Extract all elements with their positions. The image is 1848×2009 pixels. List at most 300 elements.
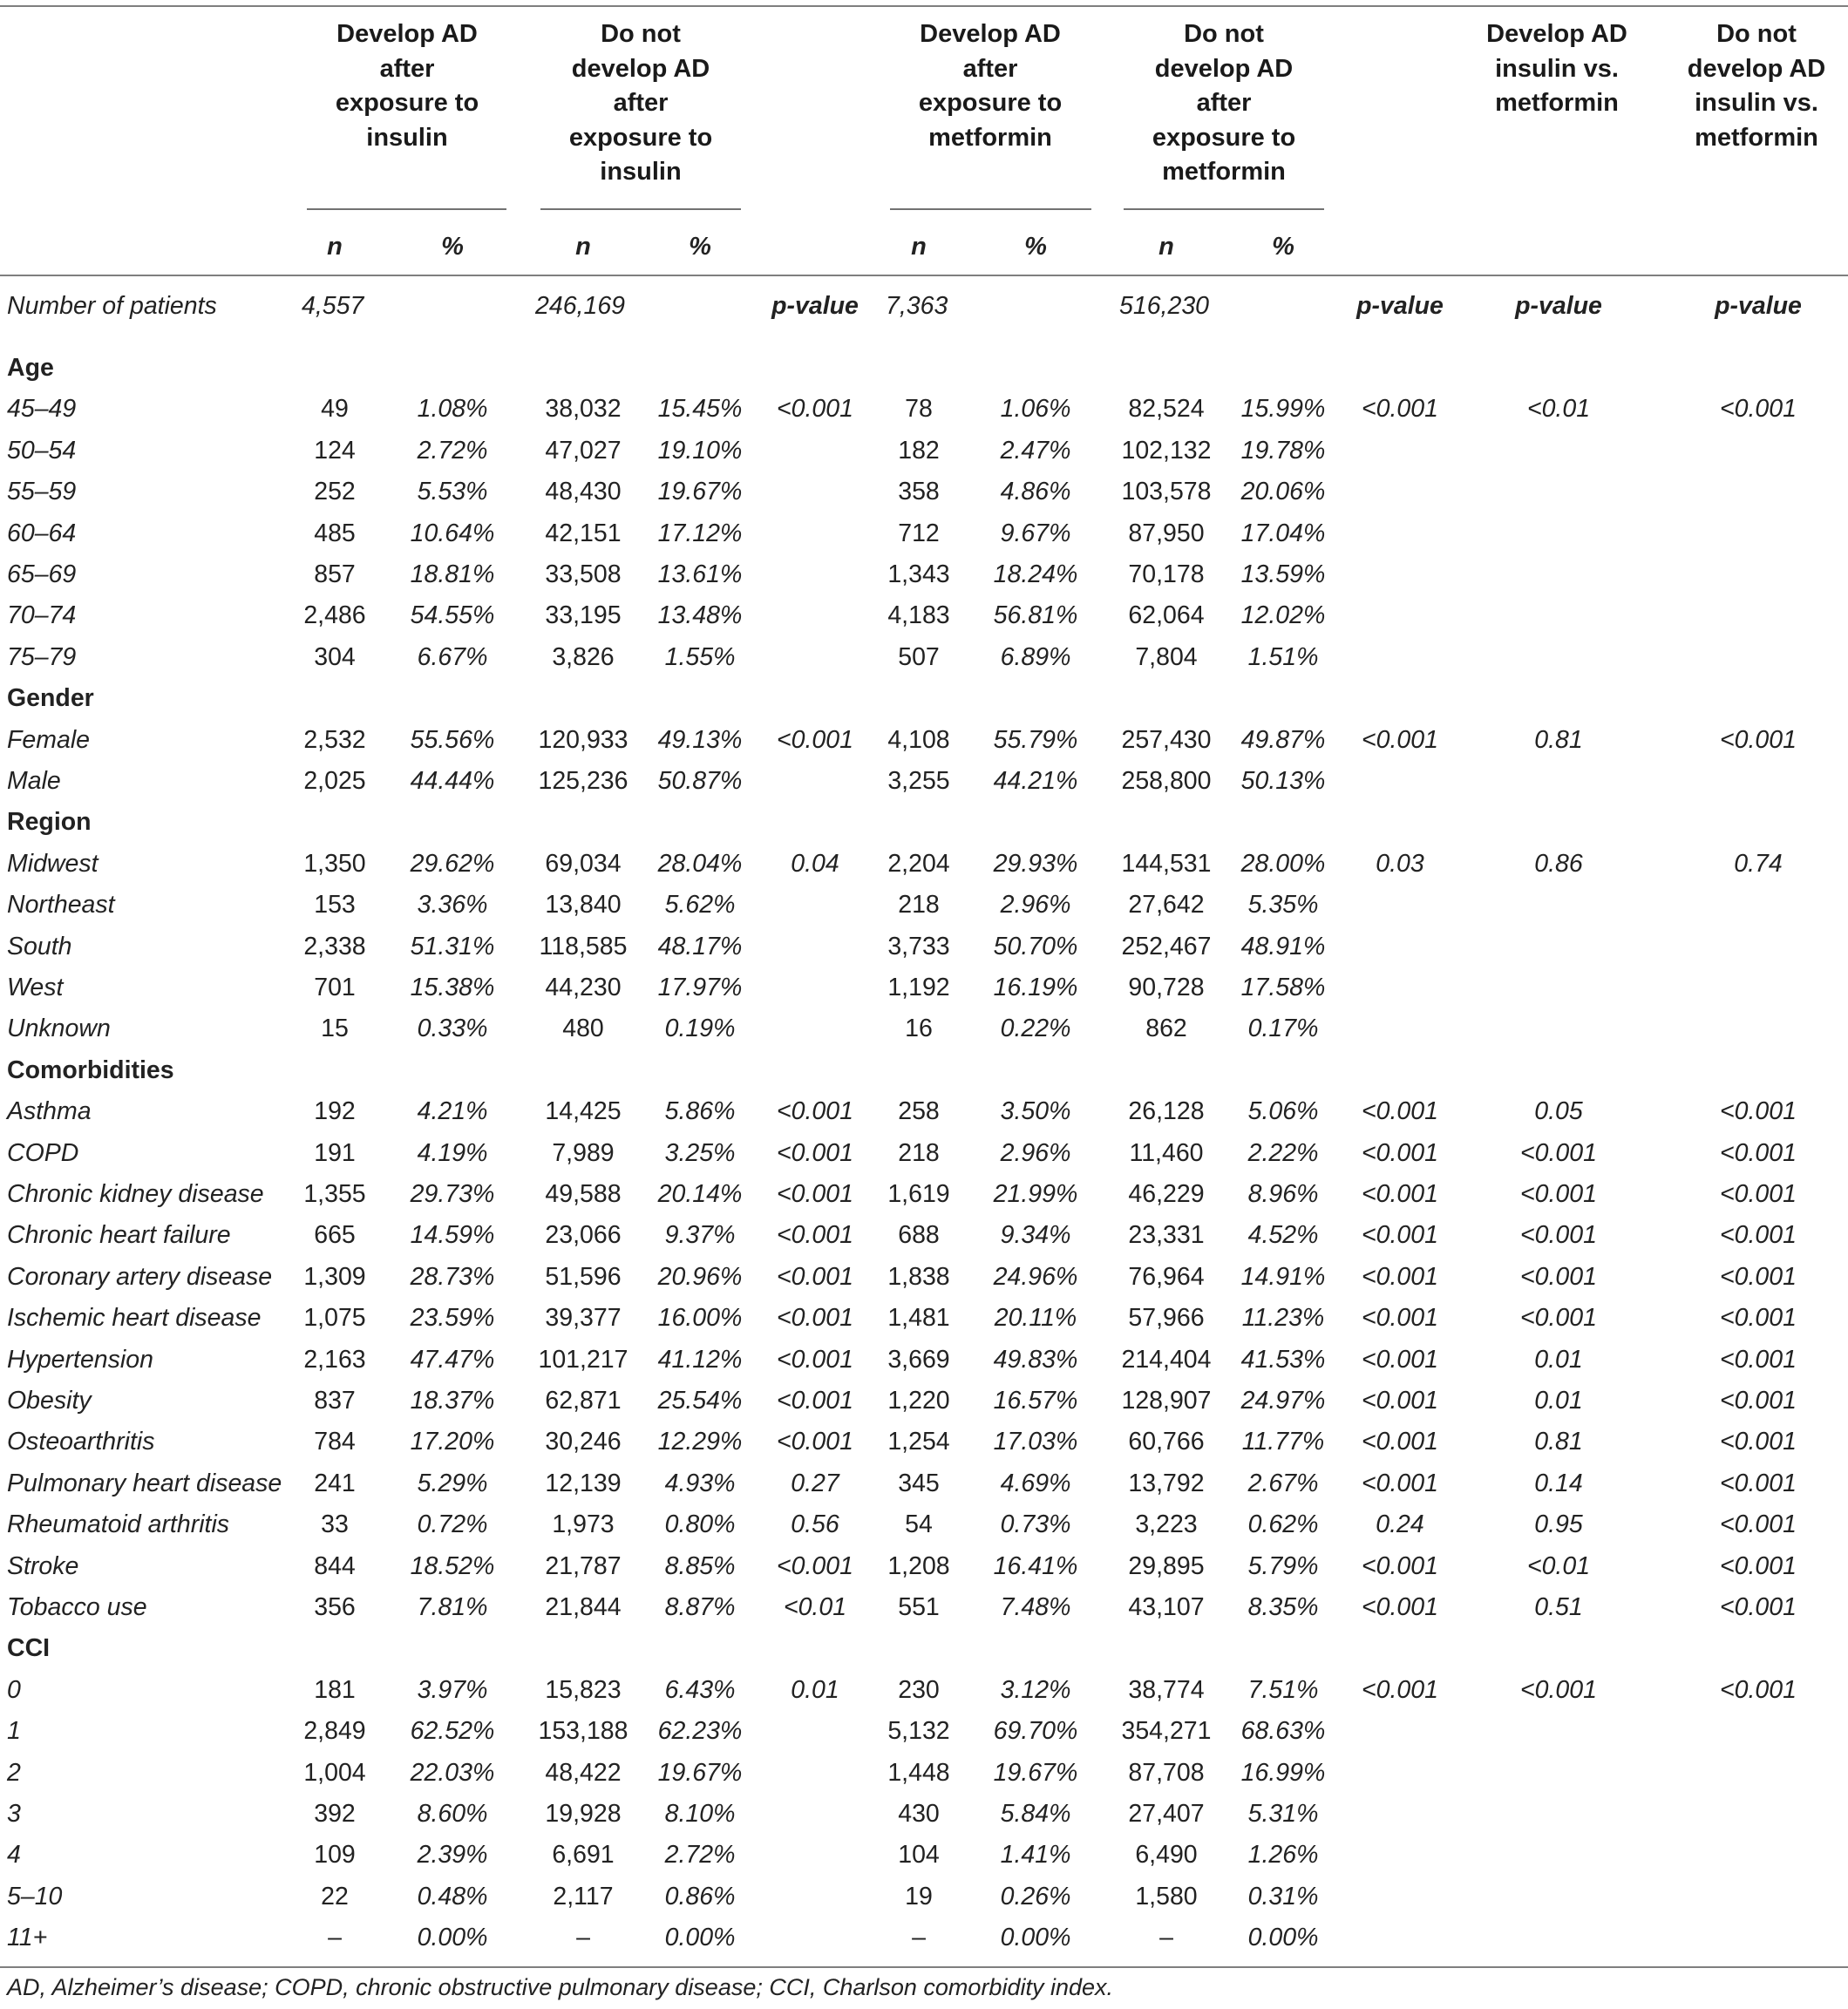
row-label: 75–79 [7,642,77,671]
cell-ins-noad-n: 21,844 [545,1593,622,1621]
cell-pvalue-metformin: <0.001 [1362,1593,1438,1621]
table-row [0,1133,1848,1174]
table-row [0,472,1848,512]
cell-pvalue-metformin: <0.001 [1362,1469,1438,1497]
cell-ins-noad-pct: 17.97% [657,974,743,1001]
cell-pvalue-insulin: <0.001 [777,1262,853,1291]
cell-pvalue-develop-ad [1471,1835,1646,1876]
cell-met-noad-n: 257,430 [1121,725,1212,754]
cell-ins-ad-pct: 7.81% [417,1593,488,1621]
cell-met-noad-n: 76,964 [1128,1262,1205,1291]
cell-ins-ad-n: 1,309 [303,1262,366,1291]
cell-ins-ad-n: 15 [321,1015,349,1043]
cell-pvalue-develop-ad [1471,1753,1646,1794]
cell-met-ad-pct: 2.96% [1000,1138,1071,1167]
cell-pvalue-no-ad: 0.74 [1734,849,1783,878]
cell-ins-noad-n: 6,691 [552,1841,615,1870]
cell-pvalue-develop-ad: 0.05 [1534,1097,1583,1126]
cell-ins-ad-pct: 29.62% [410,849,495,878]
cell-ins-noad-n: 47,027 [545,436,622,465]
cell-ins-noad-n: 33,508 [545,560,622,588]
pvalue-header: p-value [1356,292,1444,320]
cell-ins-ad-n: 1,004 [303,1758,366,1787]
table-row [0,885,1848,926]
row-label: 55–59 [7,478,77,506]
row-label: West [7,974,64,1001]
cell-ins-noad-pct: 13.48% [657,601,743,630]
cell-ins-ad-n: 1,350 [303,849,366,878]
cell-met-noad-pct: 1.26% [1247,1841,1319,1870]
cell-met-noad-pct: 5.06% [1247,1097,1319,1126]
cell-ins-ad-n: 857 [314,560,356,588]
cell-met-noad-pct: 49.87% [1240,725,1326,754]
cell-ins-noad-n: 51,596 [545,1262,622,1291]
cell-pvalue-develop-ad: <0.001 [1520,1180,1597,1208]
cell-pvalue-metformin [1313,1711,1487,1752]
row-label: 45–49 [7,395,77,424]
cell-met-ad-pct: 44.21% [993,767,1078,795]
table-row [0,1422,1848,1463]
pvalue-header: p-value [1515,292,1602,320]
row-label: Unknown [7,1015,111,1043]
table-row [0,1174,1848,1215]
cell-met-noad-n: 57,966 [1128,1304,1205,1333]
cell-met-noad-n: 23,331 [1128,1221,1205,1250]
cell-met-noad-n: 1,580 [1135,1882,1198,1911]
cell-ins-ad-pct: 55.56% [410,725,495,754]
cell-ins-ad-n: 844 [314,1551,356,1580]
footnote: AD, Alzheimer’s disease; COPD, chronic obstructive pulmonary disease; CCI, Charlson comorbidity index. [7,1974,1114,2000]
cell-pvalue-no-ad [1671,1835,1845,1876]
patients-met-noad: 516,230 [1119,292,1210,320]
cell-ins-noad-n: 12,139 [545,1469,622,1497]
table-row [0,967,1848,1008]
cell-pvalue-develop-ad: 0.01 [1534,1345,1583,1374]
cell-pvalue-develop-ad: 0.81 [1534,1428,1583,1456]
subheader-pct: % [1272,233,1294,261]
cell-met-ad-n: 2,204 [887,849,950,878]
cell-pvalue-insulin: <0.001 [777,1551,853,1580]
cell-ins-ad-pct: 22.03% [410,1758,495,1787]
cell-met-noad-n: 862 [1145,1015,1187,1043]
cell-pvalue-insulin: 0.27 [791,1469,839,1497]
table-row [0,389,1848,430]
cell-ins-noad-n: 42,151 [545,519,622,547]
table-row [0,1215,1848,1256]
section-label: Region [7,808,92,837]
cell-ins-ad-n: 241 [314,1469,356,1497]
cell-ins-ad-pct: 54.55% [410,601,495,630]
table-row [0,1381,1848,1422]
cell-pvalue-no-ad [1671,1794,1845,1835]
cell-met-ad-n: 345 [898,1469,940,1497]
table-row [0,844,1848,885]
cell-met-noad-n: 46,229 [1128,1180,1205,1208]
cell-met-ad-pct: 2.96% [1000,891,1071,920]
cell-met-noad-n: 252,467 [1121,932,1212,960]
cell-ins-noad-pct: 20.96% [657,1262,743,1291]
subheader-n: n [911,233,927,261]
cell-pvalue-metformin [1313,885,1487,926]
table-row [0,1670,1848,1711]
cell-pvalue-no-ad: <0.001 [1720,1469,1797,1497]
cell-met-ad-n: 688 [898,1221,940,1250]
cell-ins-noad-n: 23,066 [545,1221,622,1250]
cell-met-noad-pct: 17.58% [1240,974,1326,1001]
cell-pvalue-metformin: 0.24 [1376,1510,1424,1539]
cell-ins-ad-n: 784 [314,1428,356,1456]
cell-ins-ad-pct: 0.00% [417,1924,488,1952]
cell-pvalue-metformin: <0.001 [1362,1262,1438,1291]
section-label: Comorbidities [7,1055,174,1084]
table-row [0,1917,1848,1958]
cell-pvalue-develop-ad: 0.95 [1534,1510,1583,1539]
cell-met-ad-pct: 3.50% [1000,1097,1071,1126]
table-row [0,554,1848,595]
cell-pvalue-metformin [1313,1008,1487,1049]
cell-met-noad-n: 26,128 [1128,1097,1205,1126]
cell-met-ad-n: 3,255 [887,767,950,795]
cell-ins-noad-pct: 8.10% [664,1800,736,1828]
table-row [0,926,1848,967]
cell-met-noad-pct: 5.79% [1247,1551,1319,1580]
cell-met-noad-n: 102,132 [1121,436,1212,465]
cell-met-noad-n: 6,490 [1135,1841,1198,1870]
cell-pvalue-metformin: <0.001 [1362,1675,1438,1704]
row-label: Hypertension [7,1345,153,1374]
cell-ins-noad-n: 13,840 [545,891,622,920]
section-label: CCI [7,1634,51,1663]
cell-met-noad-pct: 13.59% [1240,560,1326,588]
cell-met-ad-pct: 24.96% [993,1262,1078,1291]
cell-ins-ad-n: 109 [314,1841,356,1870]
cell-pvalue-no-ad [1671,1008,1845,1049]
cell-pvalue-no-ad [1671,967,1845,1008]
header-no-ad-insulin: Do not develop AD after exposure to insulin [568,20,713,186]
cell-ins-ad-n: 2,338 [303,932,366,960]
cell-pvalue-metformin [1313,472,1487,512]
cell-met-ad-n: 430 [898,1800,940,1828]
cell-ins-noad-pct: 13.61% [657,560,743,588]
cell-pvalue-develop-ad: 0.86 [1534,849,1583,878]
cell-ins-noad-pct: 9.37% [664,1221,736,1250]
cell-pvalue-insulin: <0.001 [777,1304,853,1333]
row-label: 50–54 [7,436,77,465]
cell-met-ad-pct: 16.41% [993,1551,1078,1580]
cell-met-ad-n: 78 [905,395,933,424]
cell-ins-ad-n: 181 [314,1675,356,1704]
cell-ins-ad-n: 2,849 [303,1717,366,1746]
cell-met-ad-pct: 0.00% [1000,1924,1071,1952]
cell-ins-noad-pct: 0.00% [664,1924,736,1952]
table-row [0,1587,1848,1628]
cell-met-ad-pct: 55.79% [993,725,1078,754]
cell-pvalue-develop-ad: <0.001 [1520,1221,1597,1250]
cell-pvalue-develop-ad: <0.01 [1526,1551,1591,1580]
cell-met-ad-pct: 9.34% [1000,1221,1071,1250]
row-label: Obesity [7,1387,92,1415]
cell-met-noad-pct: 20.06% [1240,478,1326,506]
header-no-ad-ins-vs-met: Do not develop AD insulin vs. metformin [1687,20,1826,152]
subheader-pct: % [689,233,711,261]
cell-ins-noad-n: 33,195 [545,601,622,630]
cell-ins-ad-n: 356 [314,1593,356,1621]
cell-met-ad-n: 1,343 [887,560,950,588]
cell-met-ad-n: 3,669 [887,1345,950,1374]
table-row [0,761,1848,802]
cell-met-noad-pct: 48.91% [1240,932,1326,960]
cell-ins-noad-n: 125,236 [538,767,628,795]
cell-met-noad-n: 258,800 [1121,767,1212,795]
section-header-row [0,348,1848,389]
cell-met-noad-n: 103,578 [1121,478,1212,506]
cell-met-ad-pct: 56.81% [993,601,1078,630]
cell-met-noad-n: 3,223 [1135,1510,1198,1539]
cell-pvalue-metformin [1313,926,1487,967]
cell-ins-ad-n: 2,163 [303,1345,366,1374]
cell-ins-noad-n: 480 [562,1015,604,1043]
row-label: South [7,932,72,960]
cell-pvalue-no-ad [1671,431,1845,472]
cell-met-ad-n: 4,183 [887,601,950,630]
cell-met-ad-pct: 20.11% [994,1304,1077,1333]
subheader-pct: % [1024,233,1047,261]
cell-pvalue-no-ad: <0.001 [1720,1428,1797,1456]
cell-met-ad-n: 551 [898,1593,940,1621]
cell-pvalue-metformin [1313,554,1487,595]
patients-ins-noad: 246,169 [535,292,626,320]
patients-row [0,286,1848,327]
subheader-n: n [327,233,343,261]
cell-met-noad-pct: 11.77% [1241,1428,1325,1456]
row-label: 0 [7,1675,21,1704]
cell-pvalue-metformin [1313,595,1487,636]
cell-pvalue-no-ad: <0.001 [1720,1304,1797,1333]
cell-ins-ad-n: 392 [314,1800,356,1828]
cell-ins-noad-pct: 19.67% [657,478,743,506]
cell-ins-ad-pct: 8.60% [417,1800,488,1828]
cell-met-noad-n: 70,178 [1128,560,1205,588]
cell-pvalue-metformin [1313,1794,1487,1835]
cell-met-noad-pct: 0.31% [1247,1882,1319,1911]
row-label: Number of patients [7,292,217,320]
cell-pvalue-develop-ad: 0.01 [1534,1387,1583,1415]
cell-met-ad-n: 1,254 [887,1428,950,1456]
cell-pvalue-metformin: <0.001 [1362,1180,1438,1208]
cell-pvalue-no-ad: <0.001 [1720,1262,1797,1291]
cell-ins-noad-n: 69,034 [545,849,622,878]
cell-pvalue-insulin: <0.01 [783,1593,847,1621]
cell-met-noad-n: 13,792 [1128,1469,1205,1497]
table-row [0,1257,1848,1298]
cell-met-ad-n: 1,192 [887,974,950,1001]
cell-ins-ad-pct: 5.29% [417,1469,488,1497]
cell-ins-noad-pct: 0.19% [664,1015,736,1043]
header-develop-ad-insulin: Develop AD after exposure to insulin [335,20,479,152]
header-develop-ad-ins-vs-met: Develop AD insulin vs. metformin [1486,20,1627,117]
cell-met-ad-pct: 1.06% [1000,395,1071,424]
cell-met-noad-n: 82,524 [1128,395,1205,424]
cell-ins-ad-n: 1,075 [303,1304,366,1333]
cell-pvalue-insulin: 0.04 [791,849,839,878]
cell-met-ad-pct: 4.86% [1000,478,1071,506]
cell-ins-noad-n: 3,826 [552,642,615,671]
row-label: 70–74 [7,601,77,630]
cell-ins-ad-n: – [328,1924,342,1952]
cell-pvalue-develop-ad [1471,967,1646,1008]
cell-met-ad-pct: 0.22% [1000,1015,1071,1043]
cell-pvalue-develop-ad [1471,1917,1646,1958]
cell-ins-noad-n: 120,933 [538,725,628,754]
cell-ins-noad-pct: 3.25% [664,1138,736,1167]
cell-ins-ad-pct: 15.38% [410,974,495,1001]
cell-met-noad-pct: 15.99% [1240,395,1326,424]
cell-met-noad-n: 128,907 [1121,1387,1212,1415]
cell-ins-noad-pct: 12.29% [657,1428,743,1456]
cell-met-noad-pct: 0.17% [1247,1015,1319,1043]
cell-met-ad-n: 1,220 [887,1387,950,1415]
cell-pvalue-develop-ad [1471,761,1646,802]
cell-ins-ad-pct: 3.97% [417,1675,488,1704]
cell-met-ad-pct: 6.89% [1000,642,1071,671]
cell-pvalue-develop-ad [1471,513,1646,554]
cell-met-ad-pct: 50.70% [993,932,1078,960]
row-label: Male [7,767,61,795]
cell-met-ad-n: 54 [905,1510,933,1539]
cell-pvalue-metformin [1313,637,1487,678]
cell-met-ad-pct: 0.26% [1000,1882,1071,1911]
row-label: Tobacco use [7,1593,147,1621]
row-label: Northeast [7,891,115,920]
cell-ins-noad-pct: 17.12% [657,519,743,547]
cell-met-ad-n: 218 [898,891,940,920]
cell-met-noad-n: 60,766 [1128,1428,1205,1456]
row-label: Osteoarthritis [7,1428,155,1456]
cell-met-noad-pct: 1.51% [1247,642,1319,671]
cell-ins-noad-n: 30,246 [545,1428,622,1456]
cell-met-noad-n: 144,531 [1121,849,1212,878]
cell-pvalue-insulin: <0.001 [777,1428,853,1456]
row-label: Rheumatoid arthritis [7,1510,230,1539]
cell-pvalue-no-ad [1671,885,1845,926]
row-label: Stroke [7,1551,79,1580]
cell-met-noad-pct: 2.67% [1247,1469,1319,1497]
row-label: 3 [7,1800,21,1828]
cell-met-ad-n: 712 [898,519,940,547]
cell-met-ad-n: 19 [905,1882,933,1911]
cell-pvalue-metformin: <0.001 [1362,725,1438,754]
cell-pvalue-insulin: 0.01 [791,1675,839,1704]
row-label: COPD [7,1138,79,1167]
cell-ins-noad-n: 49,588 [545,1180,622,1208]
row-label: 5–10 [7,1882,63,1911]
cell-ins-noad-pct: 5.86% [664,1097,736,1126]
cell-pvalue-develop-ad [1471,637,1646,678]
table-row [0,1753,1848,1794]
cell-met-noad-n: 43,107 [1128,1593,1205,1621]
cell-pvalue-develop-ad [1471,554,1646,595]
cell-ins-noad-pct: 49.13% [657,725,743,754]
table-row [0,1546,1848,1587]
cell-ins-ad-pct: 4.21% [417,1097,488,1126]
cell-met-noad-pct: 16.99% [1240,1758,1326,1787]
section-header-row [0,1050,1848,1091]
cell-ins-noad-n: 39,377 [545,1304,622,1333]
cell-ins-noad-pct: 28.04% [657,849,743,878]
cell-met-ad-n: 1,208 [887,1551,950,1580]
cell-ins-ad-n: 252 [314,478,356,506]
cell-ins-ad-pct: 44.44% [410,767,495,795]
cell-met-ad-n: 1,481 [887,1304,950,1333]
cell-ins-noad-n: 2,117 [553,1882,614,1911]
cell-pvalue-metformin [1313,513,1487,554]
cell-pvalue-insulin: <0.001 [777,395,853,424]
cell-ins-noad-pct: 62.23% [657,1717,743,1746]
cell-met-ad-n: 104 [898,1841,940,1870]
cell-met-noad-pct: 8.96% [1247,1180,1319,1208]
cell-met-noad-n: 87,950 [1128,519,1205,547]
cell-met-ad-n: 258 [898,1097,940,1126]
cell-pvalue-metformin: <0.001 [1362,1138,1438,1167]
cell-ins-noad-n: 153,188 [538,1717,628,1746]
cell-pvalue-develop-ad: 0.14 [1534,1469,1583,1497]
cell-ins-noad-pct: 15.45% [657,395,743,424]
cell-pvalue-metformin [1313,761,1487,802]
table-row [0,1298,1848,1339]
cell-pvalue-no-ad: <0.001 [1720,1345,1797,1374]
cell-ins-noad-pct: 0.86% [664,1882,736,1911]
cell-ins-ad-n: 2,025 [303,767,366,795]
cell-pvalue-develop-ad: <0.001 [1520,1262,1597,1291]
table-row [0,431,1848,472]
cell-ins-noad-pct: 0.80% [664,1510,736,1539]
cell-ins-noad-n: 38,032 [545,395,622,424]
cell-ins-noad-pct: 19.67% [657,1758,743,1787]
cell-ins-noad-pct: 4.93% [664,1469,736,1497]
cell-ins-ad-n: 124 [314,436,356,465]
cell-ins-ad-n: 153 [314,891,356,920]
cell-ins-ad-pct: 1.08% [417,395,488,424]
cell-pvalue-develop-ad [1471,431,1646,472]
table-row [0,1877,1848,1917]
cell-ins-ad-pct: 2.72% [417,436,488,465]
cell-pvalue-no-ad [1671,926,1845,967]
cell-ins-noad-pct: 48.17% [657,932,743,960]
row-label: Chronic kidney disease [7,1180,264,1208]
cell-met-ad-pct: 16.57% [993,1387,1078,1415]
row-label: 1 [7,1717,21,1746]
subheader-pct: % [441,233,464,261]
cell-met-noad-pct: 7.51% [1247,1675,1319,1704]
cell-pvalue-develop-ad [1471,1711,1646,1752]
cell-pvalue-no-ad: <0.001 [1720,1221,1797,1250]
cell-pvalue-metformin: <0.001 [1362,1345,1438,1374]
section-label: Age [7,354,54,382]
row-label: 65–69 [7,560,77,588]
cell-ins-ad-pct: 62.52% [410,1717,495,1746]
table-row [0,595,1848,636]
cell-ins-ad-pct: 14.59% [410,1221,495,1250]
cell-pvalue-metformin [1313,1835,1487,1876]
cell-met-noad-n: 62,064 [1128,601,1205,630]
cell-pvalue-no-ad: <0.001 [1720,1097,1797,1126]
cell-pvalue-develop-ad [1471,1008,1646,1049]
cell-met-ad-pct: 9.67% [1000,519,1071,547]
cell-pvalue-no-ad: <0.001 [1720,395,1797,424]
cell-met-ad-pct: 3.12% [1000,1675,1071,1704]
cell-pvalue-develop-ad: 0.81 [1534,725,1583,754]
cell-met-noad-n: – [1159,1924,1173,1952]
